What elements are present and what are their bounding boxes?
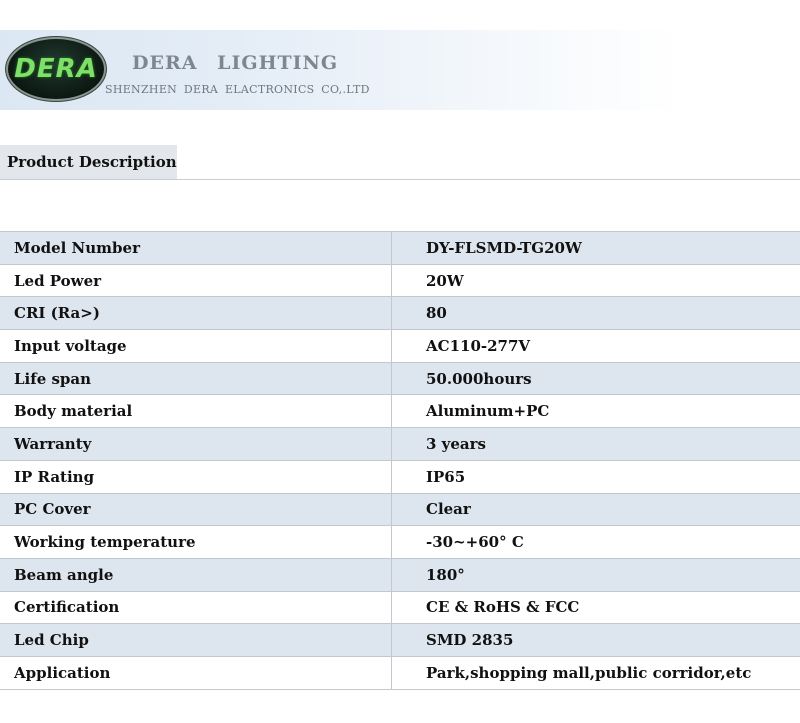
table-row (0, 232, 800, 265)
spec-value: Aluminum+PC (426, 402, 550, 421)
spec-label: Led Power (0, 265, 392, 297)
spec-value: Park,shopping mall,public corridor,etc (426, 663, 752, 682)
spec-label: IP Rating (0, 461, 392, 493)
spec-label: Input voltage (0, 330, 392, 362)
spec-value: 180° (426, 565, 465, 584)
section-divider (0, 179, 800, 180)
table-row (0, 363, 800, 396)
table-row (0, 330, 800, 363)
spec-value: 3 years (426, 434, 486, 453)
spec-label: Warranty (0, 428, 392, 460)
spec-label: CRI (Ra>) (0, 297, 392, 329)
table-row (0, 592, 800, 625)
table-row (0, 494, 800, 527)
company-header (0, 30, 800, 110)
spec-label: PC Cover (0, 494, 392, 526)
company-subtitle: SHENZHEN DERA ELACTRONICS CO,.LTD (105, 83, 370, 96)
spec-value: -30~+60° C (426, 533, 524, 552)
spec-value: 50.000hours (426, 369, 532, 388)
spec-label: Certification (0, 592, 392, 624)
table-row (0, 395, 800, 428)
dera-logo (8, 39, 104, 99)
spec-label: Application (0, 657, 392, 689)
table-row (0, 461, 800, 494)
table-row (0, 657, 800, 690)
company-name: DERA LIGHTING (132, 52, 339, 74)
spec-label: Led Chip (0, 624, 392, 656)
spec-value: IP65 (426, 467, 466, 486)
spec-label: Model Number (0, 232, 392, 264)
spec-value: AC110-277V (426, 336, 531, 355)
logo-text: DERA (14, 54, 98, 84)
spec-value: CE & RoHS & FCC (426, 598, 580, 617)
table-row (0, 265, 800, 298)
table-row (0, 559, 800, 592)
table-row (0, 526, 800, 559)
table-row (0, 624, 800, 657)
spec-value: DY-FLSMD-TG20W (426, 238, 582, 257)
table-row (0, 428, 800, 461)
spec-label: Body material (0, 395, 392, 427)
spec-value: 20W (426, 271, 464, 290)
section-title: Product Description (0, 145, 177, 179)
spec-value: 80 (426, 304, 447, 323)
table-row (0, 297, 800, 330)
spec-label: Working temperature (0, 526, 392, 558)
spec-value: Clear (426, 500, 471, 519)
spec-table (0, 231, 800, 690)
spec-label: Beam angle (0, 559, 392, 591)
spec-label: Life span (0, 363, 392, 395)
spec-value: SMD 2835 (426, 631, 514, 650)
